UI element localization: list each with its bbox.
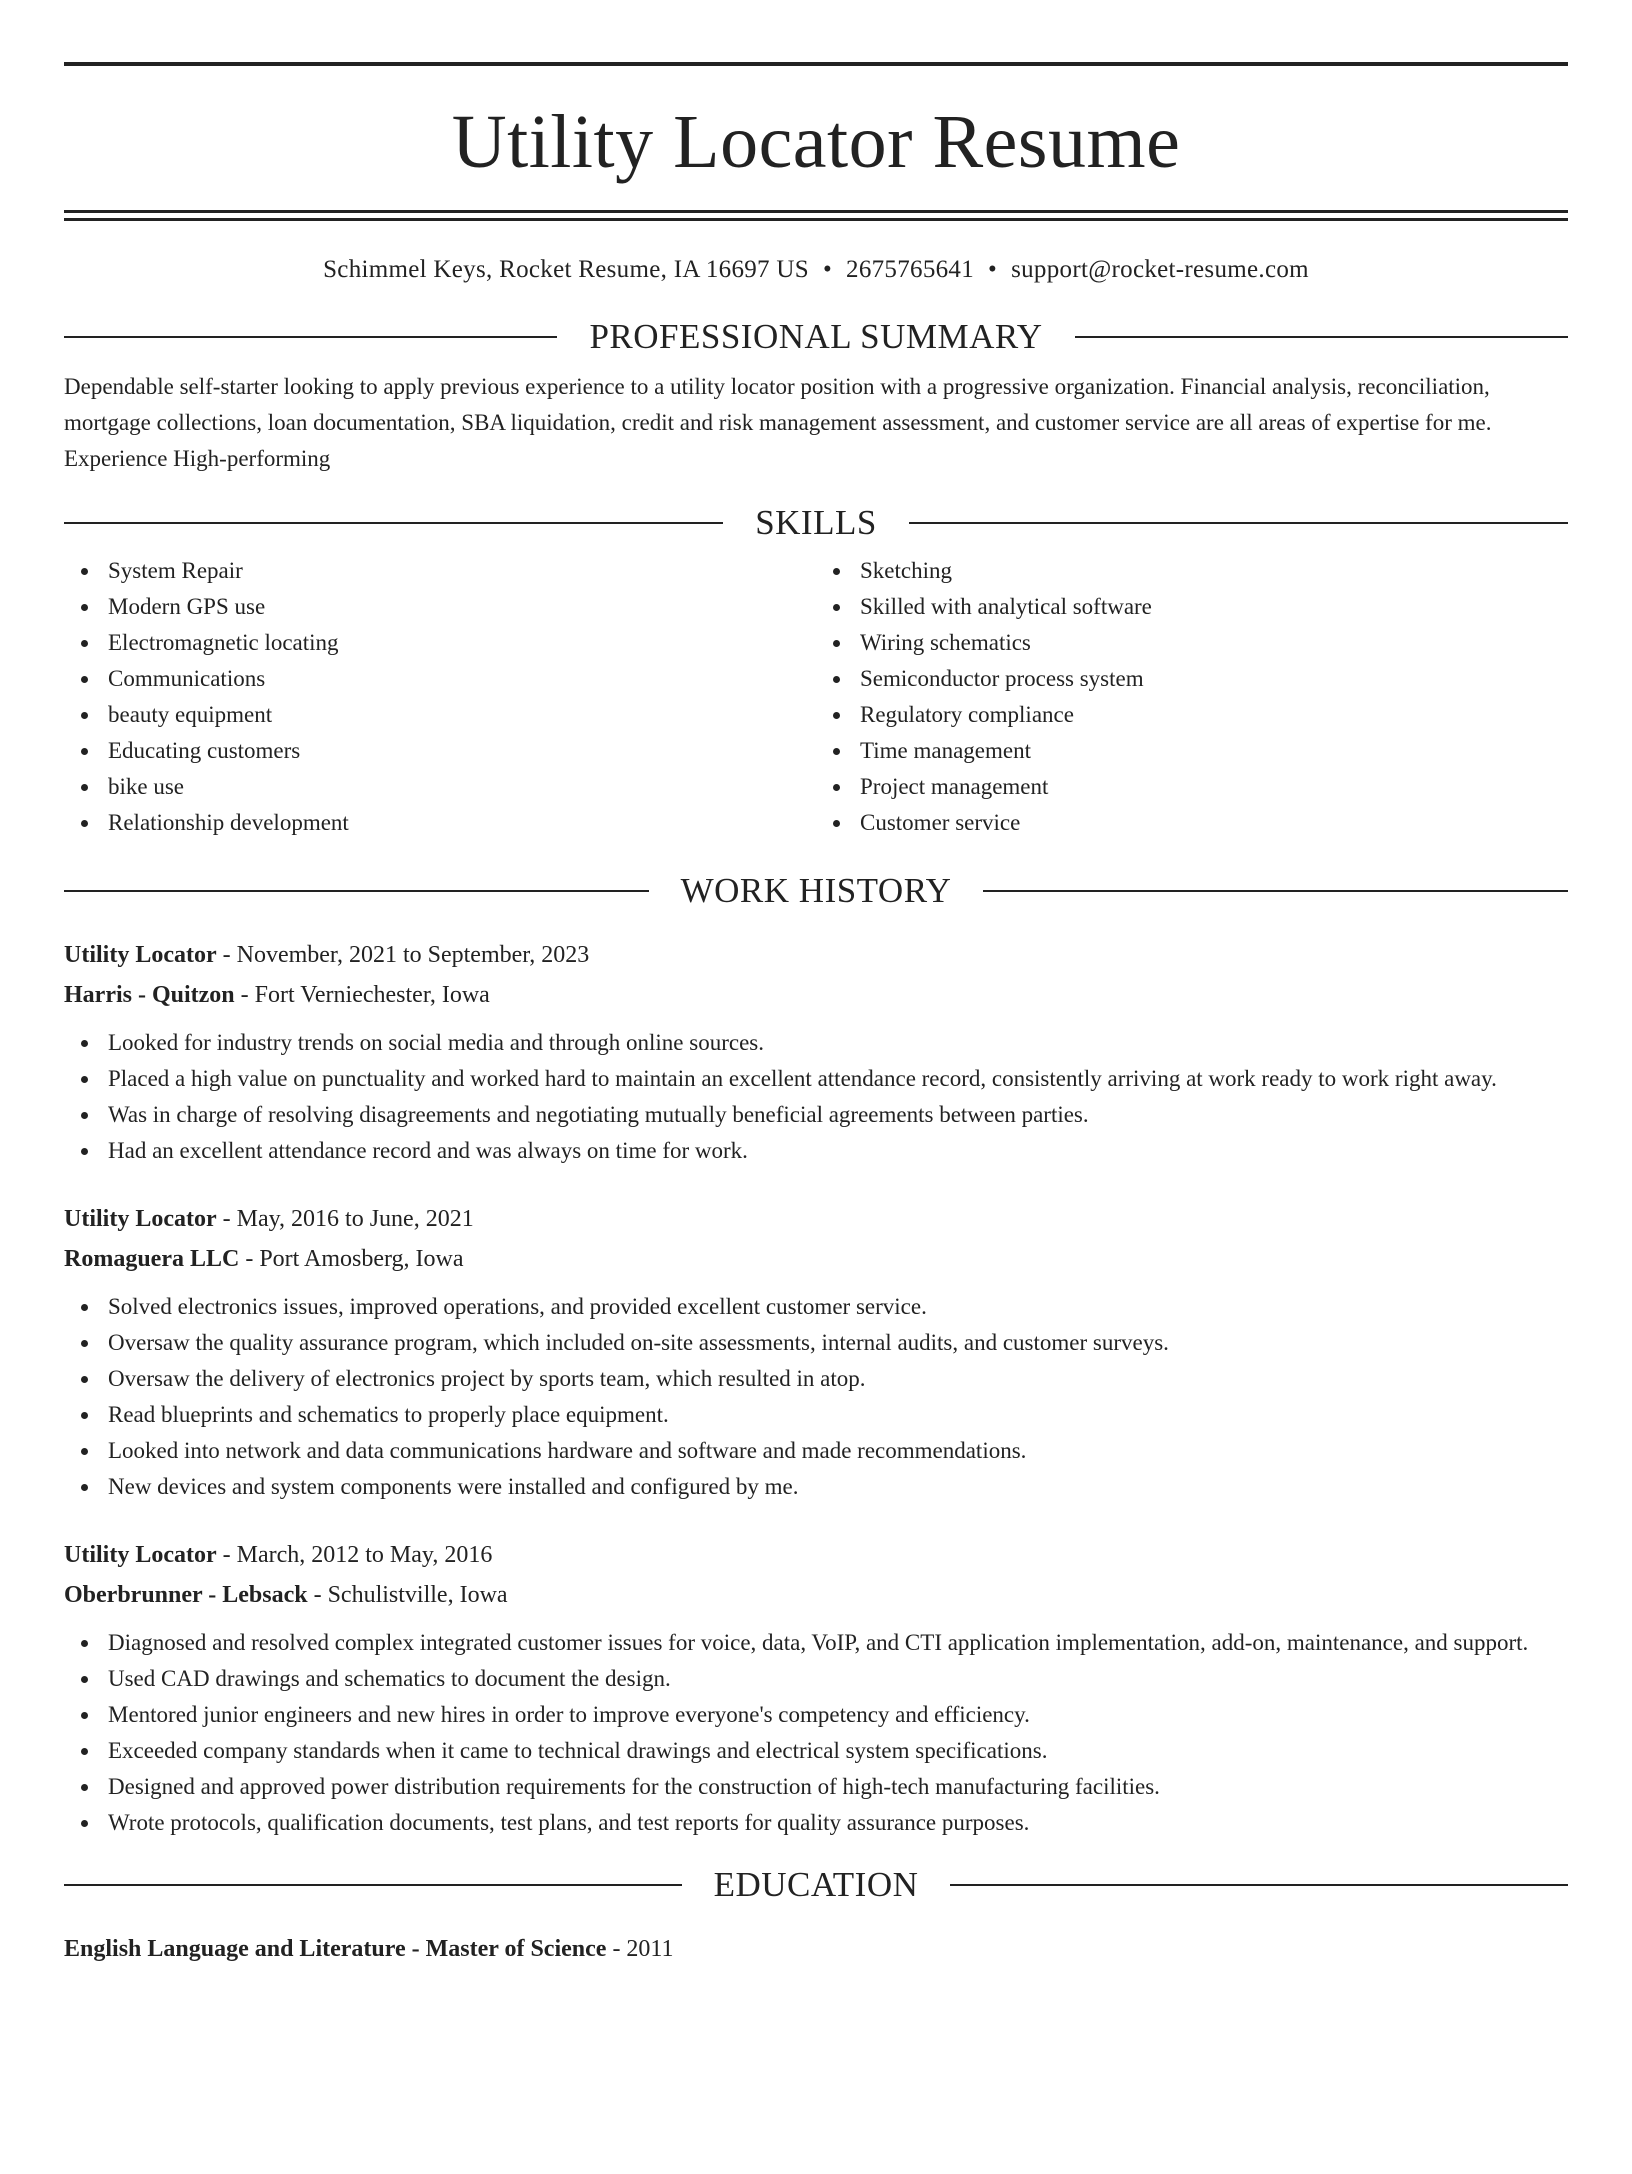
job-company: Oberbrunner - Lebsack [64, 1582, 308, 1608]
section-title-skills: SKILLS [755, 503, 877, 542]
skill-item: Modern GPS use [108, 589, 816, 625]
skill-item: Regulatory compliance [860, 697, 1568, 733]
job-title-line [64, 1535, 1568, 1575]
heading-rule [909, 522, 1568, 524]
skill-item: Time management [860, 733, 1568, 769]
section-title-work: WORK HISTORY [680, 871, 952, 910]
education-year: - 2011 [606, 1936, 674, 1962]
skill-item: Semiconductor process system [860, 661, 1568, 697]
section-title-summary: PROFESSIONAL SUMMARY [589, 317, 1043, 356]
job-bullet: Used CAD drawings and schematics to document the design. [108, 1661, 1568, 1697]
job-entry [64, 1199, 1568, 1505]
job-bullet: Diagnosed and resolved complex integrated customer issues for voice, data, VoIP, and CTI application implementation, add-on, maintenance, and support. [108, 1625, 1568, 1661]
job-company: Romaguera LLC [64, 1246, 240, 1272]
skills-columns [64, 553, 1568, 841]
contact-email: support@rocket-resume.com [1011, 256, 1309, 283]
skill-item: beauty equipment [108, 697, 816, 733]
section-heading-work [64, 871, 1568, 911]
section-heading-summary [64, 317, 1568, 357]
heading-rule [1075, 336, 1568, 338]
section-heading-education [64, 1865, 1568, 1905]
contact-separator: • [988, 256, 998, 283]
contact-address: Schimmel Keys, Rocket Resume, IA 16697 US [323, 256, 809, 283]
job-company-line [64, 1239, 1568, 1279]
heading-rule [64, 1884, 682, 1886]
job-bullet: Oversaw the delivery of electronics project by sports team, which resulted in atop. [108, 1361, 1568, 1397]
heading-rule [950, 1884, 1568, 1886]
job-title: Utility Locator [64, 942, 217, 968]
skill-item: Electromagnetic locating [108, 625, 816, 661]
job-bullet: Had an excellent attendance record and was always on time for work. [108, 1133, 1568, 1169]
page-title: Utility Locator Resume [451, 100, 1181, 184]
skill-item: System Repair [108, 553, 816, 589]
job-bullet: Looked into network and data communications hardware and software and made recommendations. [108, 1433, 1568, 1469]
skill-item: Communications [108, 661, 816, 697]
job-bullet: Exceeded company standards when it came to technical drawings and electrical system specifications. [108, 1733, 1568, 1769]
job-bullet: Solved electronics issues, improved operations, and provided excellent customer service. [108, 1289, 1568, 1325]
skill-item: Project management [860, 769, 1568, 805]
section-heading-skills [64, 503, 1568, 543]
resume-page [0, 62, 1632, 2174]
job-bullet: Oversaw the quality assurance program, which included on-site assessments, internal audits, and customer surveys. [108, 1325, 1568, 1361]
job-title: Utility Locator [64, 1206, 217, 1232]
heading-rule [64, 522, 723, 524]
job-dates: - May, 2016 to June, 2021 [216, 1206, 474, 1232]
job-entry [64, 1535, 1568, 1841]
summary-text: Dependable self-starter looking to apply previous experience to a utility locator position with a progressive organization. Financial analysis, reconciliation, mortgage collections, loan documentation, SBA liquidation, credit and risk management assessment, and customer service are all areas of expertise for me. Experience High-performing [64, 374, 1492, 471]
job-company: Harris - Quitzon [64, 982, 235, 1008]
job-location: - Schulistville, Iowa [307, 1582, 508, 1608]
skill-item: Relationship development [108, 805, 816, 841]
skill-item: Educating customers [108, 733, 816, 769]
skills-list-left [64, 553, 816, 841]
heading-rule [64, 336, 557, 338]
job-dates: - November, 2021 to September, 2023 [216, 942, 590, 968]
job-bullet: New devices and system components were installed and configured by me. [108, 1469, 1568, 1505]
job-bullet: Placed a high value on punctuality and worked hard to maintain an excellent attendance record, consistently arriving at work ready to work right away. [108, 1061, 1568, 1097]
job-bullet: Mentored junior engineers and new hires in order to improve everyone's competency and efficiency. [108, 1697, 1568, 1733]
skill-item: bike use [108, 769, 816, 805]
skills-list-right [816, 553, 1568, 841]
contact-line [64, 255, 1568, 285]
job-dates: - March, 2012 to May, 2016 [216, 1542, 493, 1568]
heading-rule [983, 890, 1568, 892]
job-entry [64, 935, 1568, 1169]
job-bullet: Read blueprints and schematics to properly place equipment. [108, 1397, 1568, 1433]
skill-item: Customer service [860, 805, 1568, 841]
contact-separator: • [822, 256, 833, 283]
title-double-rule [64, 210, 1568, 221]
job-location: - Port Amosberg, Iowa [239, 1246, 464, 1272]
job-location: - Fort Verniechester, Iowa [234, 982, 490, 1008]
job-title-line [64, 935, 1568, 975]
job-bullet: Wrote protocols, qualification documents, test plans, and test reports for quality assurance purposes. [108, 1805, 1568, 1841]
job-title-line [64, 1199, 1568, 1239]
job-bullets [64, 1025, 1568, 1169]
job-bullet: Designed and approved power distribution requirements for the construction of high-tech manufacturing facilities. [108, 1769, 1568, 1805]
education-entry [64, 1929, 1568, 1969]
top-rule [64, 62, 1568, 66]
skill-item: Wiring schematics [860, 625, 1568, 661]
job-bullets [64, 1289, 1568, 1505]
education-degree: English Language and Literature - Master of Science [64, 1936, 607, 1962]
job-company-line [64, 1575, 1568, 1615]
job-title: Utility Locator [64, 1542, 217, 1568]
job-bullet: Was in charge of resolving disagreements and negotiating mutually beneficial agreements between parties. [108, 1097, 1568, 1133]
skill-item: Skilled with analytical software [860, 589, 1568, 625]
job-bullet: Looked for industry trends on social media and through online sources. [108, 1025, 1568, 1061]
skill-item: Sketching [860, 553, 1568, 589]
job-bullets [64, 1625, 1568, 1841]
section-title-education: EDUCATION [713, 1865, 919, 1904]
heading-rule [64, 890, 649, 892]
contact-phone: 2675765641 [846, 256, 975, 283]
job-company-line [64, 975, 1568, 1015]
